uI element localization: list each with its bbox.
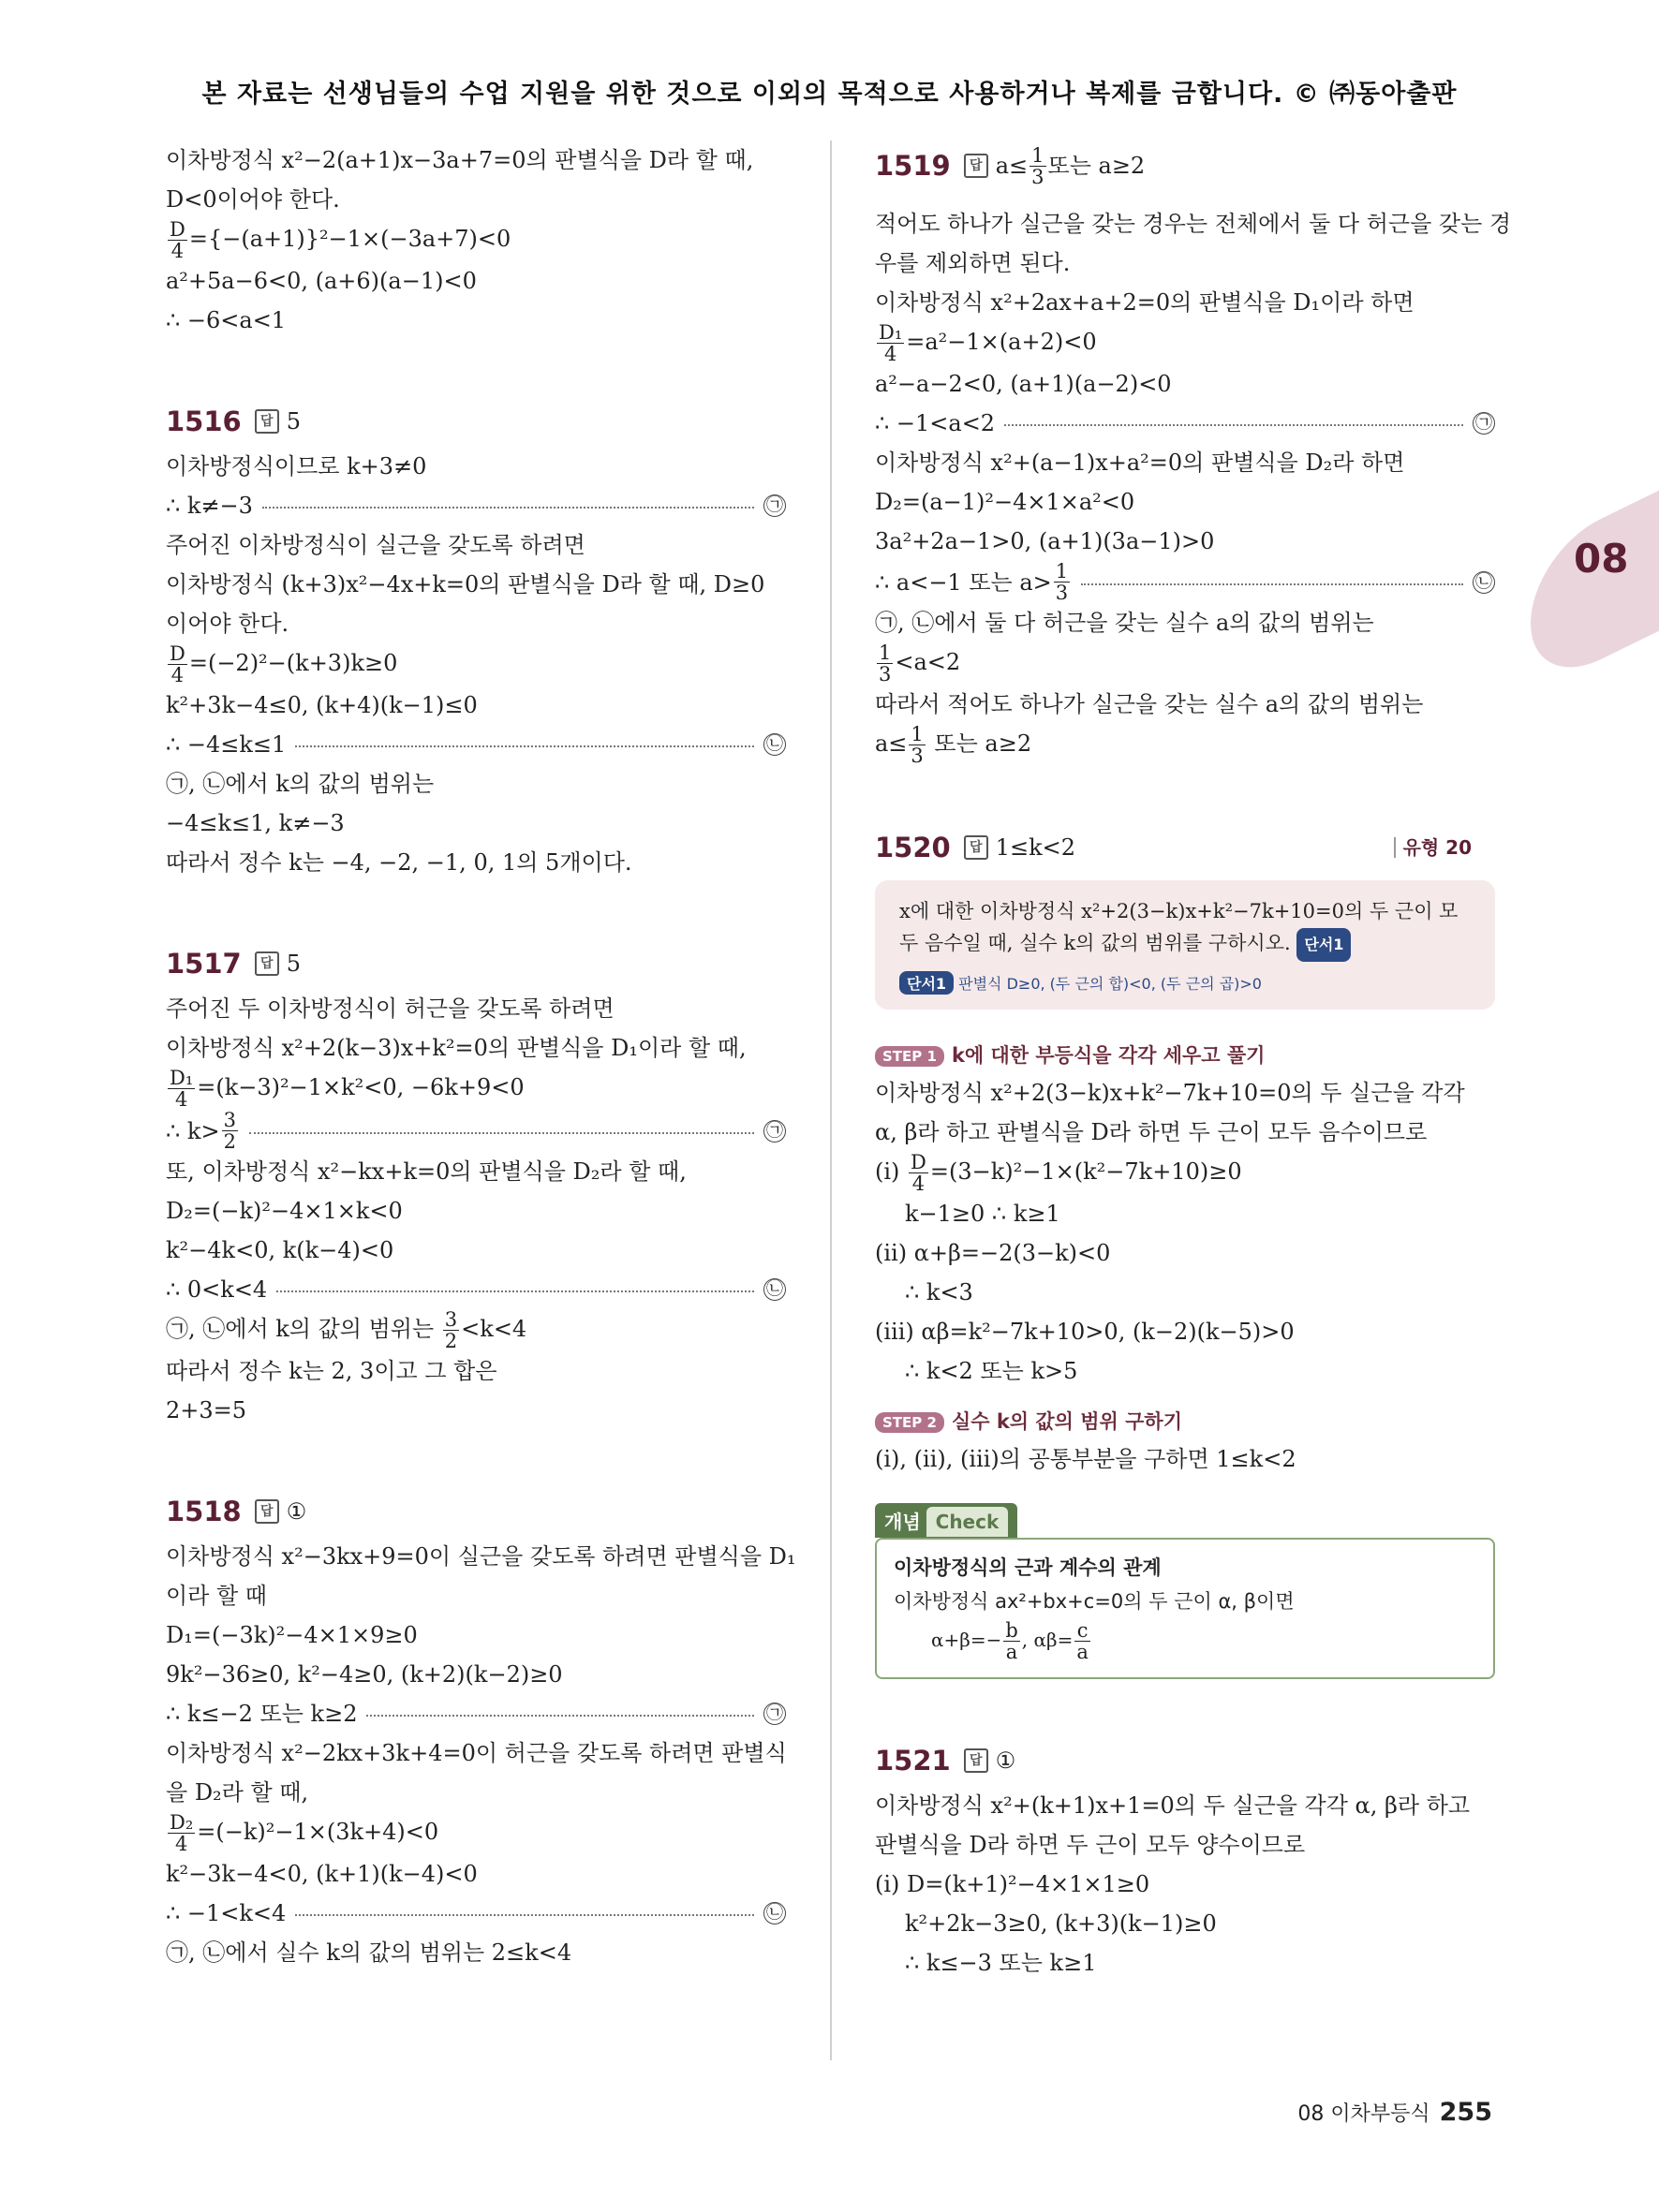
- text-line: D₂=(a−1)²−4×1×a²<0: [875, 489, 1135, 515]
- text-line: a²−a−2<0, (a+1)(a−2)<0: [875, 371, 1172, 397]
- fraction: $\frac{\text{D₁}}{4}$: [170, 1067, 194, 1111]
- answer: 답 ①: [255, 1486, 307, 1537]
- leader-line: ∴ a<−1 또는 a> $\frac{1}{3}$ ㉡: [875, 561, 1495, 603]
- equation-line: $\frac{\text{D₁}}{4}$ =a²−1×(a+2)<0: [879, 321, 1097, 365]
- problem-heading-1520: 1520 답 1≤k<2 유형 20: [875, 822, 1495, 873]
- equation-line: $\frac{D}{4}$ =(−2)²−(k+3)k≥0: [170, 642, 398, 686]
- circle-mark-icon: ㉡: [763, 1278, 786, 1301]
- fraction: $\frac{1}{3}$: [1055, 560, 1069, 604]
- leader-line: ∴ −1<a<2 ㉠: [875, 404, 1495, 443]
- chapter-label: 08 이차부등식: [1297, 2102, 1430, 2126]
- answer: 답 5: [255, 396, 301, 447]
- text-line: ∴ k≤−3 또는 k≥1: [905, 1950, 1097, 1976]
- fraction: $\frac{D}{4}$: [170, 642, 185, 686]
- answer-icon: 답: [255, 951, 279, 976]
- type-tag: 유형 20: [1394, 837, 1472, 858]
- text-line: ∴ −6<a<1: [166, 307, 287, 333]
- fraction: $\frac{D}{4}$: [911, 1151, 926, 1195]
- fraction: $\frac{3}{2}$: [223, 1109, 236, 1153]
- text-line: 이차방정식 x²−2kx+3k+4=0이 허근을 갖도록 하려면 판별식: [166, 1740, 787, 1766]
- text-line: 따라서 적어도 하나가 실근을 갖는 실수 a의 값의 범위는: [875, 691, 1424, 717]
- circle-mark-icon: ㉡: [763, 1902, 786, 1924]
- text-line: 이차방정식 x²−2(a+1)x−3a+7=0의 판별식을 D라 할 때,: [166, 147, 754, 173]
- copyright-notice: 본 자료는 선생님들의 수업 지원을 위한 것으로 이외의 목적으로 사용하거나 복제를 금합니다. © ㈜동아출판: [201, 80, 1458, 109]
- hint-line: 단서1 판별식 D≥0, (두 근의 합)<0, (두 근의 곱)>0: [899, 971, 1476, 995]
- leader-line: ∴ −1<k<4 ㉡: [166, 1894, 786, 1933]
- hint-badge: 단서1: [899, 971, 954, 995]
- text-line: 우를 제외하면 된다.: [875, 250, 1071, 276]
- circle-mark-icon: ㉡: [1473, 571, 1495, 594]
- text-line: ㉠, ㉡에서 k의 값의 범위는: [166, 771, 435, 797]
- text-line: 이차방정식 x²+2(k−3)x+k²=0의 판별식을 D₁이라 할 때,: [166, 1035, 747, 1061]
- leader-line: ∴ k> $\frac{3}{2}$ ㉠: [166, 1110, 786, 1152]
- concept-check: [875, 1503, 1495, 1679]
- answer: 답 1≤k<2: [964, 822, 1075, 873]
- step-2-heading: STEP 2 실수 k의 값의 범위 구하기: [875, 1404, 1495, 1439]
- text-line: 따라서 정수 k는 −4, −2, −1, 0, 1의 5개이다.: [166, 849, 632, 876]
- text-line: 3a²+2a−1>0, (a+1)(3a−1)>0: [875, 528, 1215, 554]
- circle-mark-icon: ㉠: [763, 1120, 786, 1143]
- leader-line: ∴ k≠−3 ㉠: [166, 486, 786, 525]
- answer-icon: 답: [255, 409, 279, 434]
- concept-formula: α+β=− $\frac{b}{a}$ , αβ= $\frac{c}{a}$: [931, 1619, 1089, 1663]
- text-line: 적어도 하나가 실근을 갖는 경우는 전체에서 둘 다 허근을 갖는 경: [875, 211, 1512, 237]
- equation-line: $\frac{1}{3}$ <a<2: [879, 641, 961, 686]
- circle-mark-icon: ㉠: [763, 494, 786, 517]
- text-line: 주어진 이차방정식이 실근을 갖도록 하려면: [166, 532, 585, 558]
- text-line: −4≤k≤1, k≠−3: [166, 810, 345, 836]
- right-column: [875, 140, 1512, 1983]
- chapter-side-number: 08: [1574, 536, 1629, 582]
- left-column: [166, 140, 796, 1972]
- step-badge: STEP 2: [875, 1412, 944, 1433]
- fraction: $\frac{\text{D₂}}{4}$: [170, 1811, 194, 1855]
- leader-line: ∴ k≤−2 또는 k≥2 ㉠: [166, 1694, 786, 1733]
- problem-heading-1521: 1521 답 ①: [875, 1735, 1495, 1786]
- text-line: 따라서 정수 k는 2, 3이고 그 합은: [166, 1358, 497, 1384]
- text-line: 이차방정식 x²+(k+1)x+1=0의 두 실근을 각각 α, β라 하고: [875, 1792, 1471, 1819]
- equation-line: $\frac{\text{D₁}}{4}$ =(k−3)²−1×k²<0, −6k+9<0: [170, 1067, 525, 1111]
- answer: 답 5: [255, 938, 301, 989]
- text-line: D₁=(−3k)²−4×1×9≥0: [166, 1622, 418, 1648]
- text-line: 이차방정식이므로 k+3≠0: [166, 453, 427, 479]
- problem-text: x에 대한 이차방정식 x²+2(3−k)x+k²−7k+10=0의 두 근이 모: [899, 900, 1459, 922]
- circle-mark-icon: ㉠: [1473, 412, 1495, 435]
- fraction: $\frac{D}{4}$: [170, 218, 185, 262]
- text-line: 이어야 한다.: [166, 611, 289, 637]
- text-line: (ⅰ), (ⅱ), (ⅲ)의 공통부분을 구하면 1≤k<2: [875, 1446, 1296, 1472]
- hint-badge: 단서1: [1296, 928, 1351, 962]
- answer-icon: 답: [964, 835, 988, 860]
- text-line: (ⅱ) α+β=−2(3−k)<0: [875, 1240, 1111, 1266]
- fraction: $\frac{b}{a}$: [1005, 1619, 1018, 1663]
- text-line: (ⅲ) αβ=k²−7k+10>0, (k−2)(k−5)>0: [875, 1319, 1295, 1345]
- problem-heading-1516: 1516 답 5: [166, 396, 786, 447]
- page-footer: [1297, 2098, 1492, 2127]
- step-1-heading: STEP 1 k에 대한 부등식을 각각 세우고 풀기: [875, 1038, 1495, 1073]
- problem-text: 두 음수일 때, 실수 k의 값의 범위를 구하시오. 단서1: [899, 927, 1476, 962]
- text-line: 이라 할 때: [166, 1583, 267, 1609]
- concept-text: 이차방정식 ax²+bx+c=0의 두 근이 α, β이면: [894, 1590, 1295, 1613]
- equation-line: (ⅰ) $\frac{D}{4}$ =(3−k)²−1×(k²−7k+10)≥0: [875, 1151, 1242, 1195]
- text-line: k²+2k−3≥0, (k+3)(k−1)≥0: [905, 1910, 1217, 1937]
- equation-line: $\frac{D}{4}$ ={−(a+1)}²−1×(−3a+7)<0: [170, 218, 511, 262]
- page-number: 255: [1439, 2098, 1492, 2127]
- text-line: 이차방정식 x²+(a−1)x+a²=0의 판별식을 D₂라 하면: [875, 450, 1405, 476]
- problem-heading-1519: 1519 답 a≤ $\frac{1}{3}$ 또는 a≥2: [875, 140, 1495, 191]
- text-line: 판별식을 D라 하면 두 근이 모두 양수이므로: [875, 1832, 1306, 1858]
- problem-heading-1517: 1517 답 5: [166, 938, 786, 989]
- text-line: 9k²−36≥0, k²−4≥0, (k+2)(k−2)≥0: [166, 1661, 563, 1688]
- answer-icon: 답: [964, 1748, 988, 1773]
- text-line: 이차방정식 x²+2(3−k)x+k²−7k+10=0의 두 실근을 각각: [875, 1080, 1465, 1106]
- answer-icon: 답: [964, 154, 988, 178]
- fraction: $\frac{1}{3}$: [879, 641, 892, 686]
- answer: 답 ①: [964, 1735, 1016, 1786]
- leader-line: ∴ −4≤k≤1 ㉡: [166, 725, 786, 764]
- problem-box: [875, 880, 1495, 1010]
- equation-line: $\frac{\text{D₂}}{4}$ =(−k)²−1×(3k+4)<0: [170, 1811, 439, 1855]
- text-line: 이차방정식 (k+3)x²−4x+k=0의 판별식을 D라 할 때, D≥0: [166, 571, 765, 597]
- step-badge: STEP 1: [875, 1046, 944, 1067]
- concept-tab: 개념 Check: [875, 1503, 1017, 1538]
- text-line: a²+5a−6<0, (a+6)(a−1)<0: [166, 268, 477, 294]
- text-line: 이차방정식 x²+2ax+a+2=0의 판별식을 D₁이라 하면: [875, 289, 1415, 316]
- leader-line: ∴ 0<k<4 ㉡: [166, 1270, 786, 1309]
- text-line: ∴ k<3: [905, 1279, 973, 1305]
- text-line: ∴ k<2 또는 k>5: [905, 1358, 1078, 1384]
- text-line: 2+3=5: [166, 1397, 247, 1423]
- text-line: k−1≥0 ∴ k≥1: [905, 1201, 1060, 1227]
- fraction: $\frac{c}{a}$: [1076, 1619, 1089, 1663]
- text-line: ㉠, ㉡에서 실수 k의 값의 범위는 2≤k<4: [166, 1939, 572, 1966]
- answer: 답 a≤ $\frac{1}{3}$ 또는 a≥2: [964, 140, 1145, 191]
- concept-box: [875, 1538, 1495, 1679]
- concept-title: 이차방정식의 근과 계수의 관계: [894, 1556, 1162, 1579]
- text-line: 을 D₂라 할 때,: [166, 1779, 309, 1806]
- text-line: k²−3k−4<0, (k+1)(k−4)<0: [166, 1861, 478, 1887]
- text-line: k²−4k<0, k(k−4)<0: [166, 1237, 394, 1263]
- circle-mark-icon: ㉠: [763, 1703, 786, 1725]
- text-line: D<0이어야 한다.: [166, 186, 340, 213]
- text-line: (ⅰ) D=(k+1)²−4×1×1≥0: [875, 1871, 1150, 1897]
- fraction: $\frac{1}{3}$: [911, 723, 924, 767]
- text-line: 이차방정식 x²−3kx+9=0이 실근을 갖도록 하려면 판별식을 D₁: [166, 1543, 796, 1570]
- column-divider: [830, 140, 832, 2060]
- text-line: 또, 이차방정식 x²−kx+k=0의 판별식을 D₂라 할 때,: [166, 1158, 687, 1185]
- equation-line: ㉠, ㉡에서 k의 값의 범위는 $\frac{3}{2}$ <k<4: [166, 1308, 527, 1352]
- equation-line: a≤ $\frac{1}{3}$ 또는 a≥2: [875, 723, 1032, 767]
- answer-icon: 답: [255, 1499, 279, 1524]
- fraction: $\frac{\text{D₁}}{4}$: [879, 321, 903, 365]
- text-line: D₂=(−k)²−4×1×k<0: [166, 1198, 403, 1224]
- circle-mark-icon: ㉡: [763, 733, 786, 756]
- problem-heading-1518: 1518 답 ①: [166, 1486, 786, 1537]
- fraction: $\frac{3}{2}$: [444, 1308, 458, 1352]
- text-line: 주어진 두 이차방정식이 허근을 갖도록 하려면: [166, 995, 615, 1022]
- fraction: $\frac{1}{3}$: [1031, 143, 1044, 188]
- text-line: k²+3k−4≤0, (k+4)(k−1)≤0: [166, 692, 478, 718]
- text-line: α, β라 하고 판별식을 D라 하면 두 근이 모두 음수이므로: [875, 1119, 1428, 1145]
- text-line: ㉠, ㉡에서 둘 다 허근을 갖는 실수 a의 값의 범위는: [875, 610, 1374, 636]
